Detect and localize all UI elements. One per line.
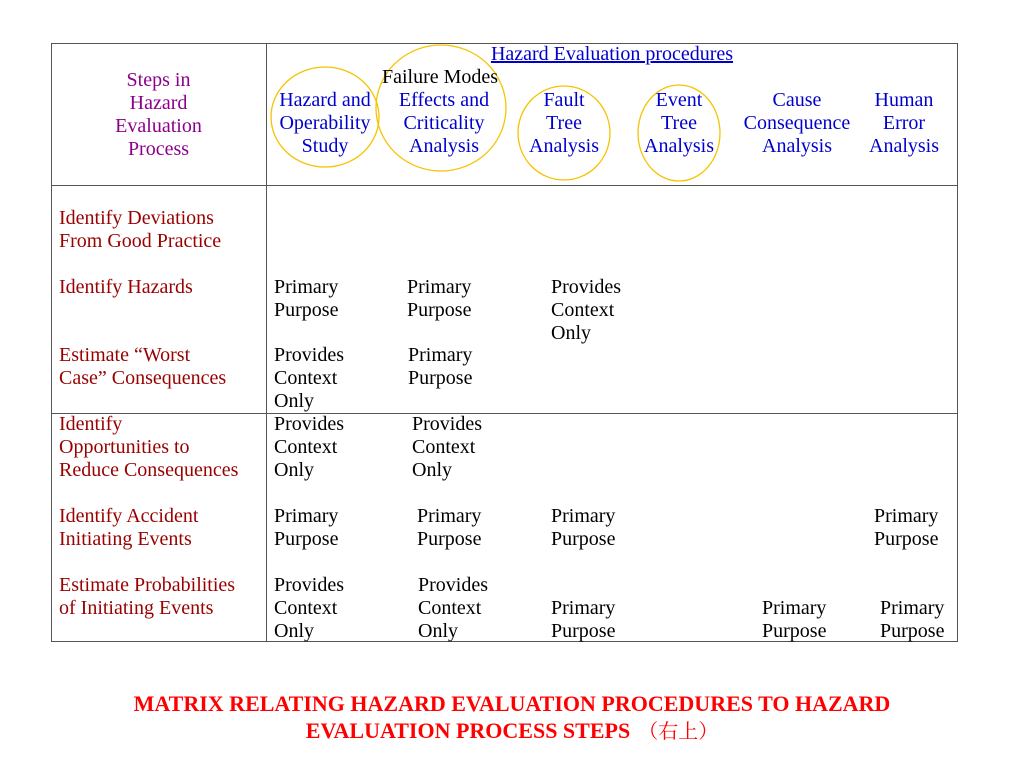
caption-line-2 <box>0 717 1024 746</box>
procedure-header-human-error: Human Error Analysis <box>869 89 939 157</box>
procedure-header-event-tree: Event Tree Analysis <box>644 89 714 157</box>
caption-note: （右上） <box>638 721 719 743</box>
matrix-cell: Primary Purpose <box>274 276 339 321</box>
matrix-cell: Primary Purpose <box>274 505 339 550</box>
procedure-header-fault-tree: Fault Tree Analysis <box>529 89 599 157</box>
matrix-cell: Primary Purpose <box>417 505 482 550</box>
caption-line-1: MATRIX RELATING HAZARD EVALUATION PROCEDURES TO HAZARD <box>133 691 891 716</box>
step-label-accident-initiating-events: Identify Accident Initiating Events <box>59 505 199 550</box>
matrix-cell: Primary Purpose <box>880 597 945 642</box>
matrix-cell: Provides Context Only <box>274 413 344 481</box>
matrix-cell: Primary Purpose <box>551 505 616 550</box>
matrix-cell: Provides Context Only <box>412 413 482 481</box>
procedures-header: Hazard Evaluation procedures <box>490 43 734 65</box>
matrix-cell: Primary Purpose <box>762 597 827 642</box>
procedure-header-cause-consequence: Cause Consequence Analysis <box>743 89 851 157</box>
matrix-cell: Provides Context Only <box>274 574 344 642</box>
step-label-reduce-consequences: Identify Opportunities to Reduce Consequences <box>59 413 239 481</box>
matrix-cell: Provides Context Only <box>274 344 344 412</box>
step-label-estimate-probabilities: Estimate Probabilities of Initiating Events <box>59 574 236 619</box>
matrix-cell: Primary Purpose <box>407 276 472 321</box>
procedure-header-hazop: Hazard and Operability Study <box>279 89 371 157</box>
matrix-cell: Primary Purpose <box>874 505 939 550</box>
procedure-header-fmeca: Effects and Criticality Analysis <box>398 89 490 157</box>
procedure-header-fmeca-prefix: Failure Modes <box>381 66 499 88</box>
matrix-cell: Provides Context Only <box>418 574 488 642</box>
matrix-cell: Primary Purpose <box>551 597 616 642</box>
steps-column-header: Steps in Hazard Evaluation Process <box>115 69 202 160</box>
step-label-estimate-worst-case: Estimate “Worst Case” Consequences <box>59 344 227 389</box>
step-label-identify-deviations: Identify Deviations From Good Practice <box>59 207 222 252</box>
step-label-identify-hazards: Identify Hazards <box>59 276 193 298</box>
matrix-cell: Provides Context Only <box>551 276 621 344</box>
caption-line-2-text: EVALUATION PROCESS STEPS <box>305 718 631 743</box>
matrix-cell: Primary Purpose <box>408 344 473 389</box>
